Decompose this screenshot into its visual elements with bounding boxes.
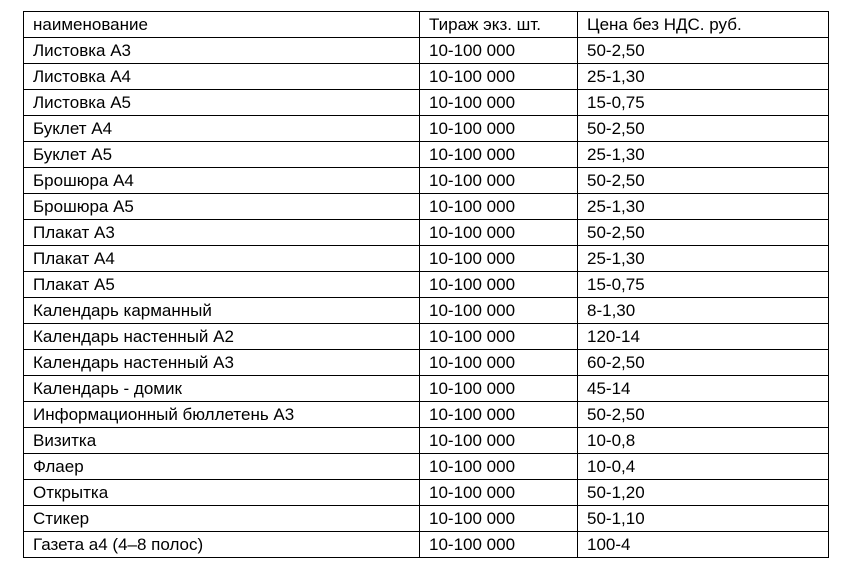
cell-price: 60-2,50 bbox=[578, 350, 829, 376]
cell-name: Календарь карманный bbox=[24, 298, 420, 324]
cell-price: 8-1,30 bbox=[578, 298, 829, 324]
cell-name: Календарь настенный А2 bbox=[24, 324, 420, 350]
cell-print-run: 10-100 000 bbox=[420, 90, 578, 116]
cell-print-run: 10-100 000 bbox=[420, 168, 578, 194]
table-row bbox=[24, 142, 829, 168]
cell-name: Визитка bbox=[24, 428, 420, 454]
table-header bbox=[24, 12, 829, 38]
cell-price: 120-14 bbox=[578, 324, 829, 350]
cell-price: 100-4 bbox=[578, 532, 829, 558]
table-row bbox=[24, 376, 829, 402]
cell-price: 50-2,50 bbox=[578, 220, 829, 246]
cell-price: 10-0,4 bbox=[578, 454, 829, 480]
table-row bbox=[24, 324, 829, 350]
cell-print-run: 10-100 000 bbox=[420, 220, 578, 246]
cell-price: 25-1,30 bbox=[578, 142, 829, 168]
cell-name: Календарь настенный А3 bbox=[24, 350, 420, 376]
header-price: Цена без НДС. руб. bbox=[578, 12, 829, 38]
cell-name: Буклет А4 bbox=[24, 116, 420, 142]
cell-print-run: 10-100 000 bbox=[420, 324, 578, 350]
table-body bbox=[24, 38, 829, 558]
table-row bbox=[24, 220, 829, 246]
cell-name: Плакат А5 bbox=[24, 272, 420, 298]
table-row bbox=[24, 454, 829, 480]
table-row bbox=[24, 168, 829, 194]
cell-print-run: 10-100 000 bbox=[420, 246, 578, 272]
table-row bbox=[24, 194, 829, 220]
cell-print-run: 10-100 000 bbox=[420, 532, 578, 558]
cell-print-run: 10-100 000 bbox=[420, 428, 578, 454]
cell-price: 25-1,30 bbox=[578, 194, 829, 220]
cell-print-run: 10-100 000 bbox=[420, 376, 578, 402]
cell-price: 50-1,20 bbox=[578, 480, 829, 506]
cell-name: Листовка А5 bbox=[24, 90, 420, 116]
table-row bbox=[24, 116, 829, 142]
table-row bbox=[24, 532, 829, 558]
table-row bbox=[24, 428, 829, 454]
cell-name: Листовка А3 bbox=[24, 38, 420, 64]
cell-price: 15-0,75 bbox=[578, 90, 829, 116]
price-table bbox=[23, 11, 829, 558]
table-row bbox=[24, 90, 829, 116]
cell-price: 10-0,8 bbox=[578, 428, 829, 454]
cell-price: 50-2,50 bbox=[578, 38, 829, 64]
cell-price: 45-14 bbox=[578, 376, 829, 402]
cell-print-run: 10-100 000 bbox=[420, 350, 578, 376]
table-row bbox=[24, 298, 829, 324]
cell-name: Плакат А3 bbox=[24, 220, 420, 246]
cell-name: Буклет А5 bbox=[24, 142, 420, 168]
cell-print-run: 10-100 000 bbox=[420, 194, 578, 220]
table-row bbox=[24, 38, 829, 64]
cell-price: 50-2,50 bbox=[578, 116, 829, 142]
cell-price: 50-2,50 bbox=[578, 402, 829, 428]
cell-name: Календарь - домик bbox=[24, 376, 420, 402]
cell-print-run: 10-100 000 bbox=[420, 454, 578, 480]
cell-name: Плакат А4 bbox=[24, 246, 420, 272]
table-row bbox=[24, 402, 829, 428]
cell-print-run: 10-100 000 bbox=[420, 38, 578, 64]
table-row bbox=[24, 246, 829, 272]
cell-name: Газета а4 (4–8 полос) bbox=[24, 532, 420, 558]
table-row bbox=[24, 64, 829, 90]
cell-name: Открытка bbox=[24, 480, 420, 506]
table-row bbox=[24, 480, 829, 506]
cell-print-run: 10-100 000 bbox=[420, 402, 578, 428]
cell-price: 25-1,30 bbox=[578, 246, 829, 272]
cell-price: 50-1,10 bbox=[578, 506, 829, 532]
cell-print-run: 10-100 000 bbox=[420, 64, 578, 90]
header-print-run: Тираж экз. шт. bbox=[420, 12, 578, 38]
cell-print-run: 10-100 000 bbox=[420, 272, 578, 298]
cell-print-run: 10-100 000 bbox=[420, 142, 578, 168]
cell-name: Флаер bbox=[24, 454, 420, 480]
table-row bbox=[24, 272, 829, 298]
cell-price: 15-0,75 bbox=[578, 272, 829, 298]
cell-print-run: 10-100 000 bbox=[420, 116, 578, 142]
header-row bbox=[24, 12, 829, 38]
cell-name: Брошюра А4 bbox=[24, 168, 420, 194]
cell-print-run: 10-100 000 bbox=[420, 298, 578, 324]
cell-name: Листовка А4 bbox=[24, 64, 420, 90]
cell-price: 25-1,30 bbox=[578, 64, 829, 90]
cell-name: Стикер bbox=[24, 506, 420, 532]
cell-name: Брошюра А5 bbox=[24, 194, 420, 220]
table-row bbox=[24, 506, 829, 532]
cell-print-run: 10-100 000 bbox=[420, 506, 578, 532]
cell-print-run: 10-100 000 bbox=[420, 480, 578, 506]
table-row bbox=[24, 350, 829, 376]
cell-name: Информационный бюллетень А3 bbox=[24, 402, 420, 428]
cell-price: 50-2,50 bbox=[578, 168, 829, 194]
header-name: наименование bbox=[24, 12, 420, 38]
